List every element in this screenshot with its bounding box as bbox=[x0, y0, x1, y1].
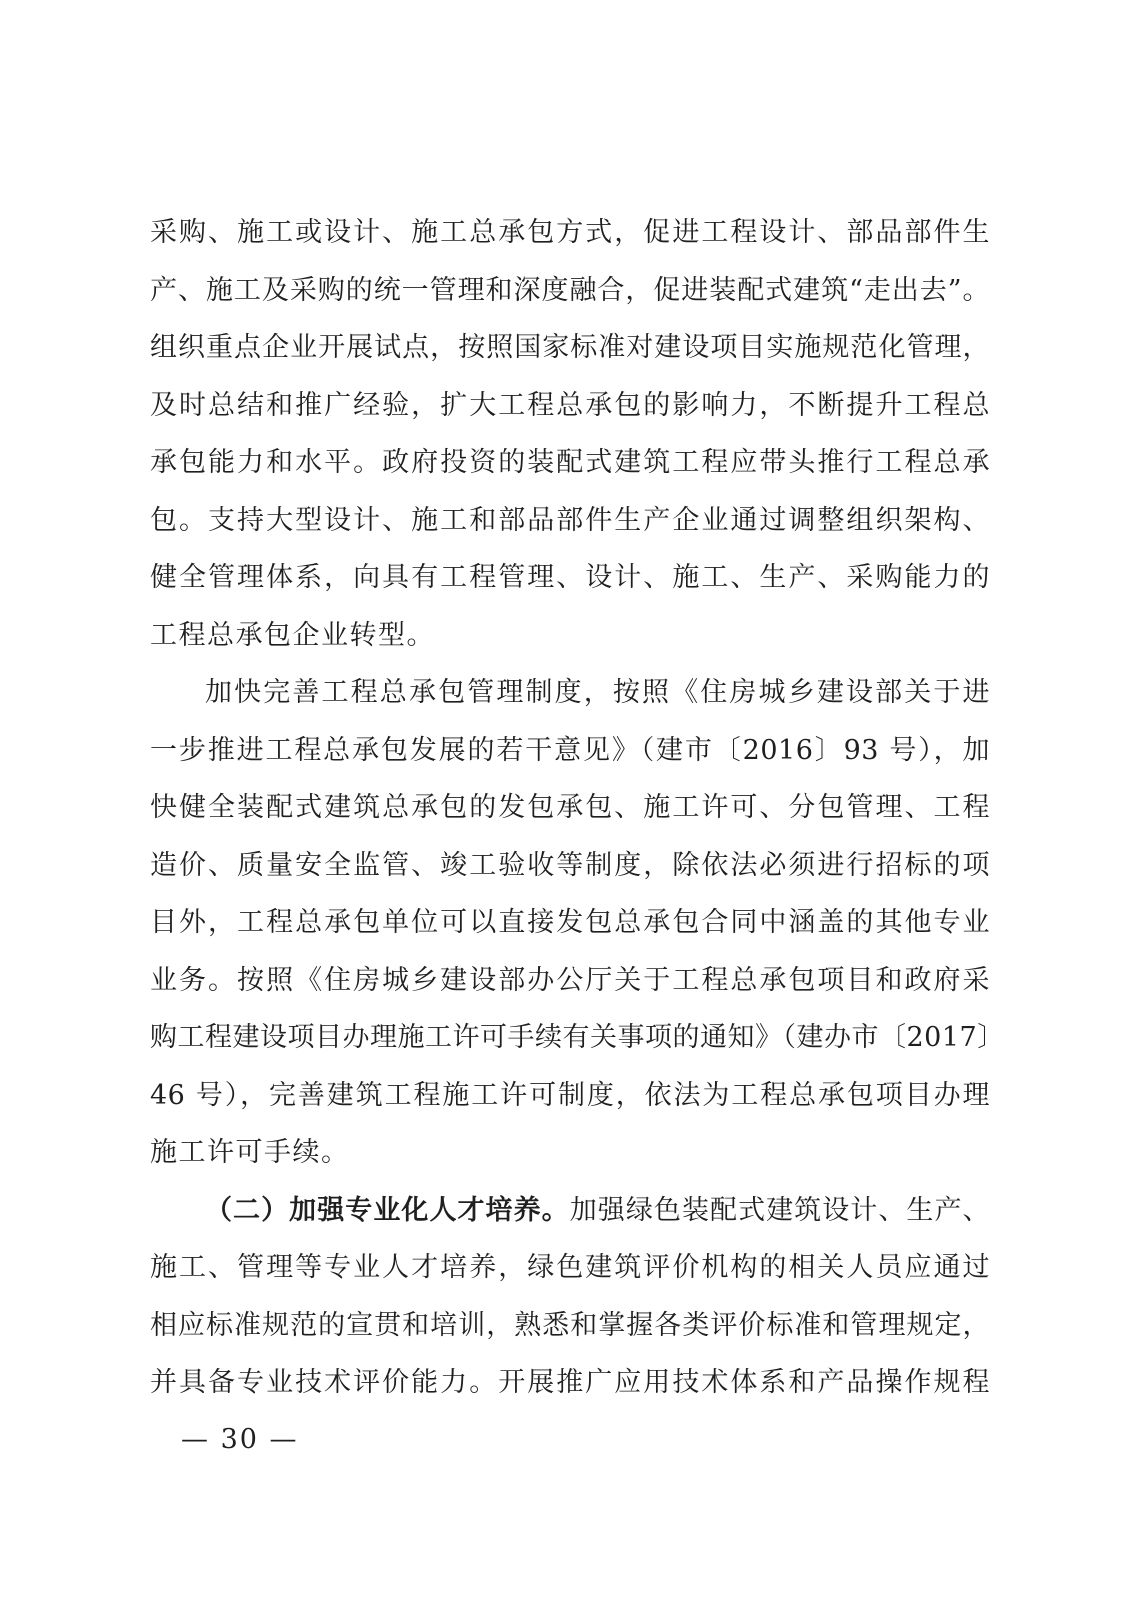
text-segment: 46 号），完善建筑工程施工许可制度，依法为工程总承包项目办理 bbox=[150, 1079, 990, 1111]
text-line bbox=[150, 377, 990, 435]
text-segment: 加强绿色装配式建筑设计、生产、 bbox=[569, 1194, 991, 1226]
text-segment: 采购、施工或设计、施工总承包方式，促进工程设计、部品部件生 bbox=[150, 217, 990, 248]
text-line bbox=[150, 722, 990, 780]
text-line bbox=[150, 1124, 990, 1182]
text-segment: 及时总结和推广经验，扩大工程总承包的影响力，不断提升工程总 bbox=[150, 389, 990, 421]
text-segment: 健全管理体系，向具有工程管理、设计、施工、生产、采购能力的 bbox=[150, 562, 990, 593]
text-segment: 并具备专业技术评价能力。开展推广应用技术体系和产品操作规程 bbox=[150, 1367, 990, 1398]
text-segment: 购工程建设项目办理施工许可手续有关事项的通知》（建办市〔2017〕 bbox=[150, 1022, 1005, 1053]
text-segment: 加快完善工程总承包管理制度，按照《住房城乡建设部关于进 bbox=[205, 677, 990, 708]
text-segment: 承包能力和水平。政府投资的装配式建筑工程应带头推行工程总承 bbox=[150, 447, 990, 478]
text-line bbox=[150, 262, 990, 320]
paragraph-heading-segment: （二）加强专业化人才培养。 bbox=[205, 1194, 570, 1226]
text-line bbox=[150, 1067, 990, 1125]
text-segment: 施工许可手续。 bbox=[150, 1137, 350, 1168]
text-line bbox=[150, 492, 990, 550]
text-line bbox=[150, 434, 990, 492]
text-segment: 组织重点企业开展试点，按照国家标准对建设项目实施规范化管理， bbox=[150, 332, 990, 363]
document-body bbox=[150, 204, 1005, 1412]
text-line bbox=[150, 549, 990, 607]
text-line bbox=[150, 894, 990, 952]
text-segment: 快健全装配式建筑总承包的发包承包、施工许可、分包管理、工程 bbox=[150, 792, 990, 823]
text-line bbox=[150, 664, 990, 722]
text-segment: 包。支持大型设计、施工和部品部件生产企业通过调整组织架构、 bbox=[150, 504, 990, 536]
text-line bbox=[150, 607, 990, 665]
text-line bbox=[150, 1182, 990, 1240]
text-line bbox=[150, 1354, 990, 1412]
text-segment: 造价、质量安全监管、竣工验收等制度，除依法必须进行招标的项 bbox=[150, 849, 990, 881]
text-line bbox=[150, 837, 990, 895]
page-footer bbox=[150, 1411, 990, 1469]
text-segment: 一步推进工程总承包发展的若干意见》（建市〔2016〕93 号），加 bbox=[150, 734, 990, 766]
text-segment: 业务。按照《住房城乡建设部办公厅关于工程总承包项目和政府采 bbox=[150, 964, 990, 996]
text-line bbox=[150, 1239, 990, 1297]
text-segment: 施工、管理等专业人才培养，绿色建筑评价机构的相关人员应通过 bbox=[150, 1252, 990, 1283]
text-line bbox=[150, 1297, 990, 1355]
page-number: — 30 — bbox=[181, 1424, 299, 1455]
text-segment: 产、施工及采购的统一管理和深度融合，促进装配式建筑“走出去”。 bbox=[150, 274, 990, 306]
text-segment: 相应标准规范的宣贯和培训，熟悉和掌握各类评价标准和管理规定， bbox=[150, 1309, 990, 1341]
text-segment: 工程总承包企业转型。 bbox=[150, 619, 435, 651]
text-line bbox=[150, 779, 990, 837]
text-line bbox=[150, 952, 990, 1010]
text-segment: 目外，工程总承包单位可以直接发包总承包合同中涵盖的其他专业 bbox=[150, 907, 990, 938]
text-line bbox=[150, 204, 990, 262]
text-line bbox=[150, 319, 990, 377]
text-line bbox=[150, 1009, 1005, 1067]
